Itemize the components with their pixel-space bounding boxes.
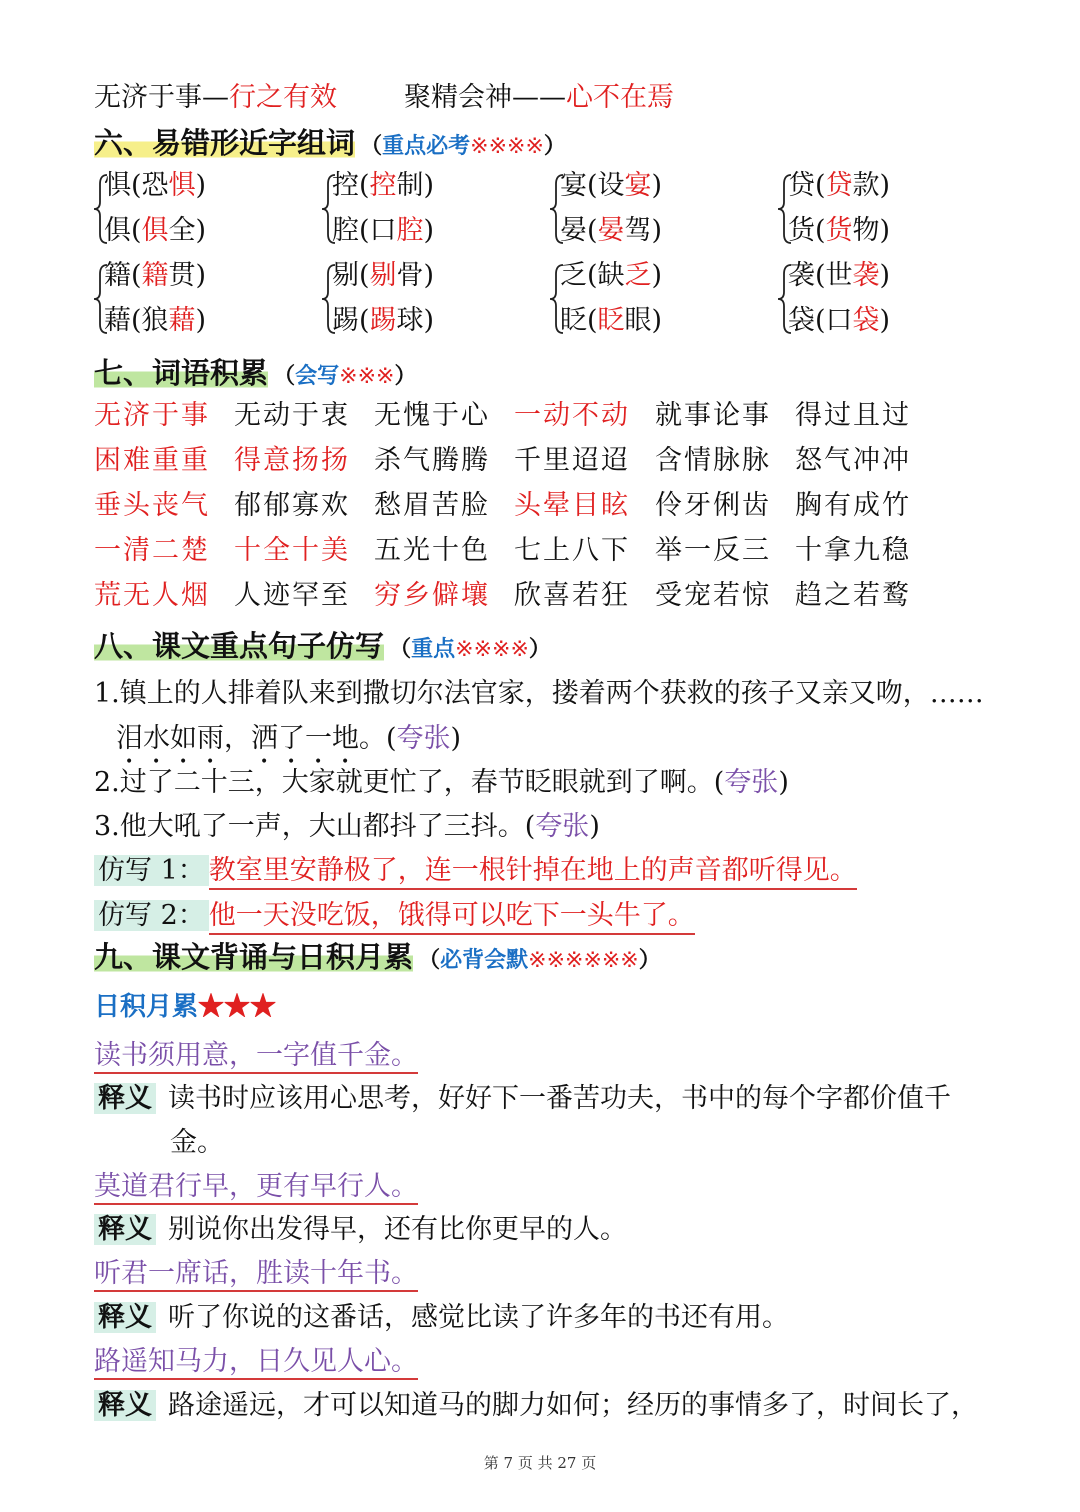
char-group-part: 袭 bbox=[852, 260, 880, 291]
char-group-part: 腔 bbox=[396, 215, 424, 246]
char-group-part: ( bbox=[131, 260, 142, 291]
top-line-b bbox=[404, 80, 674, 116]
section9-tag: （必背会默※※※※※※） bbox=[418, 947, 661, 973]
char-group-part: 宴 bbox=[560, 170, 587, 201]
char-group-part: 踢 bbox=[369, 305, 397, 336]
char-group-line bbox=[788, 168, 890, 204]
top-line-a-left: 无济于事— bbox=[94, 82, 229, 113]
explanation bbox=[94, 1212, 627, 1248]
idiom: 胸有成竹 bbox=[795, 490, 911, 521]
idiom: 十全十美 bbox=[234, 535, 350, 566]
char-group-part: (口 bbox=[815, 305, 853, 336]
sentence-2: 2.过了二十三，大家就更忙了，春节眨眼就到了啊。(夸张) bbox=[94, 767, 789, 798]
char-group-part: 袋 bbox=[788, 305, 815, 336]
char-group-part: 全) bbox=[168, 215, 207, 246]
char-group-line bbox=[332, 213, 434, 249]
idiom: 举一反三 bbox=[655, 535, 771, 566]
char-group-line bbox=[788, 303, 890, 339]
imitation-2-label: 仿写 2： bbox=[94, 900, 209, 931]
char-group-line bbox=[104, 213, 206, 249]
idiom: 千里迢迢 bbox=[514, 445, 630, 476]
section9-title: 九、课文背诵与日积月累 bbox=[94, 940, 414, 974]
char-group-part: 货 bbox=[788, 215, 815, 246]
char-group-part: (恐 bbox=[131, 170, 169, 201]
char-group-part: 款) bbox=[852, 170, 891, 201]
char-group-part: 眨 bbox=[560, 305, 587, 336]
char-group-part: 袋 bbox=[852, 305, 880, 336]
section7-tag: （会写※※※） bbox=[273, 363, 417, 389]
section7-header bbox=[94, 354, 416, 392]
idiom: 人迹罕至 bbox=[234, 580, 350, 611]
quote-text: 路遥知马力，日久见人心。 bbox=[94, 1346, 418, 1380]
char-group-part: 制) bbox=[396, 170, 435, 201]
section8-tag: （重点※※※※） bbox=[389, 636, 551, 662]
char-group-part: ( bbox=[587, 215, 598, 246]
char-group-part: 惧 bbox=[104, 170, 131, 201]
section6-tag: （重点必考※※※※） bbox=[360, 133, 566, 159]
idiom: 穷乡僻壤 bbox=[374, 580, 490, 611]
explanation bbox=[94, 1081, 951, 1117]
quote-text: 听君一席话，胜读十年书。 bbox=[94, 1258, 418, 1292]
quote bbox=[94, 1169, 418, 1205]
char-group-part: 贯) bbox=[168, 260, 207, 291]
quote-text: 读书须用意，一字值千金。 bbox=[94, 1040, 418, 1074]
imitation-2 bbox=[94, 898, 695, 934]
char-group-part: 骨) bbox=[396, 260, 435, 291]
section6-header bbox=[94, 124, 566, 162]
sentence-1-line-2: 泪水如雨，洒了一地。(夸张) bbox=[116, 723, 462, 754]
idiom: 困难重重 bbox=[94, 445, 210, 476]
top-line bbox=[94, 80, 337, 116]
idiom: 杀气腾腾 bbox=[374, 445, 490, 476]
char-group-part: (缺 bbox=[587, 260, 625, 291]
char-group-part: (设 bbox=[587, 170, 625, 201]
char-group-part: 籍 bbox=[104, 260, 131, 291]
char-group-part: 控 bbox=[332, 170, 359, 201]
explanation-label: 释义 bbox=[94, 1302, 156, 1333]
idiom: 含情脉脉 bbox=[655, 445, 771, 476]
imitation-1-text: 教室里安静极了，连一根针掉在地上的声音都听得见。 bbox=[209, 855, 857, 890]
char-group-part: ( bbox=[815, 215, 826, 246]
quote bbox=[94, 1038, 418, 1074]
char-group-part: (世 bbox=[815, 260, 853, 291]
imitation-2-text: 他一天没吃饭，饿得可以吃下一头牛了。 bbox=[209, 900, 695, 935]
char-group-part: (口 bbox=[359, 215, 397, 246]
section7-title: 七、词语积累 bbox=[94, 356, 269, 390]
char-group-line bbox=[104, 258, 206, 294]
char-group-part: 控 bbox=[369, 170, 397, 201]
idiom: 一清二楚 bbox=[94, 535, 210, 566]
idiom: 荒无人烟 bbox=[94, 580, 210, 611]
char-group-line bbox=[788, 258, 890, 294]
char-group-part: 腔 bbox=[332, 215, 359, 246]
char-group-part: 俱 bbox=[141, 215, 169, 246]
char-group-part: 乏 bbox=[560, 260, 587, 291]
char-group-part: (狼 bbox=[131, 305, 169, 336]
explanation-label: 释义 bbox=[94, 1390, 156, 1421]
section8-header bbox=[94, 627, 551, 665]
char-group-part: ( bbox=[815, 170, 826, 201]
explanation bbox=[94, 1388, 978, 1424]
quote bbox=[94, 1344, 418, 1380]
explanation-label: 释义 bbox=[94, 1214, 156, 1245]
char-group-line bbox=[788, 213, 890, 249]
char-group-line bbox=[332, 303, 434, 339]
char-group-part: ) bbox=[879, 260, 891, 291]
char-group-line bbox=[560, 213, 662, 249]
char-group-line bbox=[332, 168, 434, 204]
top-line-b-right: 心不在焉 bbox=[566, 82, 674, 113]
idiom: 得意扬扬 bbox=[234, 445, 350, 476]
explanation-text: 听了你说的这番话，感觉比读了许多年的书还有用。 bbox=[168, 1302, 789, 1333]
quote-text: 莫道君行早，更有早行人。 bbox=[94, 1171, 418, 1205]
idiom: 郁郁寡欢 bbox=[234, 490, 350, 521]
char-group-part: 剔 bbox=[369, 260, 397, 291]
idiom: 伶牙俐齿 bbox=[655, 490, 771, 521]
imitation-1 bbox=[94, 853, 857, 889]
explanation-label: 释义 bbox=[94, 1083, 156, 1114]
char-group-line bbox=[104, 168, 206, 204]
explanation-text: 别说你出发得早，还有比你更早的人。 bbox=[168, 1214, 627, 1245]
sentence-1-line-1: 1.镇上的人排着队来到撒切尔法官家，搂着两个获救的孩子又亲又吻，…… bbox=[94, 678, 984, 709]
idiom: 一动不动 bbox=[514, 400, 630, 431]
char-group-part: ) bbox=[195, 170, 207, 201]
imitation-1-label: 仿写 1： bbox=[94, 855, 209, 886]
char-group-part: ( bbox=[359, 305, 370, 336]
idiom: 十拿九稳 bbox=[795, 535, 911, 566]
char-group-part: ( bbox=[131, 215, 142, 246]
char-group-part: ( bbox=[587, 305, 598, 336]
char-group-line bbox=[104, 303, 206, 339]
char-group-part: 藉 bbox=[168, 305, 196, 336]
explanation bbox=[94, 1300, 789, 1336]
idiom: 趋之若鹜 bbox=[795, 580, 911, 611]
char-group-part: 货 bbox=[825, 215, 853, 246]
char-group-line bbox=[560, 303, 662, 339]
section8-title: 八、课文重点句子仿写 bbox=[94, 629, 385, 663]
section9-header bbox=[94, 938, 661, 976]
quote bbox=[94, 1256, 418, 1292]
char-group-part: 贷 bbox=[825, 170, 853, 201]
page-footer: 第 7 页 共 27 页 bbox=[483, 1454, 597, 1472]
char-group-part: 眼) bbox=[624, 305, 663, 336]
char-group-part: ) bbox=[651, 260, 663, 291]
char-group-part: 踢 bbox=[332, 305, 359, 336]
char-group-part: ) bbox=[195, 305, 207, 336]
idiom: 五光十色 bbox=[374, 535, 490, 566]
top-line-a-right: 行之有效 bbox=[229, 82, 337, 113]
idiom: 就事论事 bbox=[655, 400, 771, 431]
char-group-part: 俱 bbox=[104, 215, 131, 246]
char-group-line bbox=[560, 168, 662, 204]
idiom: 得过且过 bbox=[795, 400, 911, 431]
char-group-part: 惧 bbox=[168, 170, 196, 201]
idiom: 头晕目眩 bbox=[514, 490, 630, 521]
char-group-part: ) bbox=[879, 305, 891, 336]
sub-title: 日积月累★★★ bbox=[94, 992, 277, 1022]
char-group-part: 贷 bbox=[788, 170, 815, 201]
char-group-part: ) bbox=[651, 170, 663, 201]
section6-title: 六、易错形近字组词 bbox=[94, 126, 356, 160]
idiom: 愁眉苦脸 bbox=[374, 490, 490, 521]
char-group-part: 乏 bbox=[624, 260, 652, 291]
idiom: 无愧于心 bbox=[374, 400, 490, 431]
idiom: 无动于衷 bbox=[234, 400, 350, 431]
top-line-b-left: 聚精会神—— bbox=[404, 82, 566, 113]
char-group-part: 籍 bbox=[141, 260, 169, 291]
char-group-part: 剔 bbox=[332, 260, 359, 291]
char-group-part: 驾) bbox=[624, 215, 663, 246]
char-group-part: 物) bbox=[852, 215, 891, 246]
idiom: 无济于事 bbox=[94, 400, 210, 431]
char-group-part: 眨 bbox=[597, 305, 625, 336]
explanation-text-cont: 金。 bbox=[170, 1127, 224, 1158]
explanation-text: 路途遥远，才可以知道马的脚力如何；经历的事情多了，时间长了， bbox=[168, 1390, 978, 1421]
char-group-part: ( bbox=[359, 170, 370, 201]
char-group-part: 袭 bbox=[788, 260, 815, 291]
explanation-text: 读书时应该用心思考，好好下一番苦功夫，书中的每个字都价值千 bbox=[168, 1083, 951, 1114]
char-group-part: ) bbox=[423, 215, 435, 246]
sentence-3: 3.他大吼了一声，大山都抖了三抖。(夸张) bbox=[94, 811, 600, 842]
idiom: 七上八下 bbox=[514, 535, 630, 566]
idiom: 受宠若惊 bbox=[655, 580, 771, 611]
char-group-part: 球) bbox=[396, 305, 435, 336]
char-group-line bbox=[332, 258, 434, 294]
char-group-part: ( bbox=[359, 260, 370, 291]
idiom: 欣喜若狂 bbox=[514, 580, 630, 611]
char-group-line bbox=[560, 258, 662, 294]
char-group-part: 宴 bbox=[624, 170, 652, 201]
char-group-part: 藉 bbox=[104, 305, 131, 336]
idiom: 怒气冲冲 bbox=[795, 445, 911, 476]
char-group-part: 晏 bbox=[560, 215, 587, 246]
idiom: 垂头丧气 bbox=[94, 490, 210, 521]
char-group-part: 晏 bbox=[597, 215, 625, 246]
